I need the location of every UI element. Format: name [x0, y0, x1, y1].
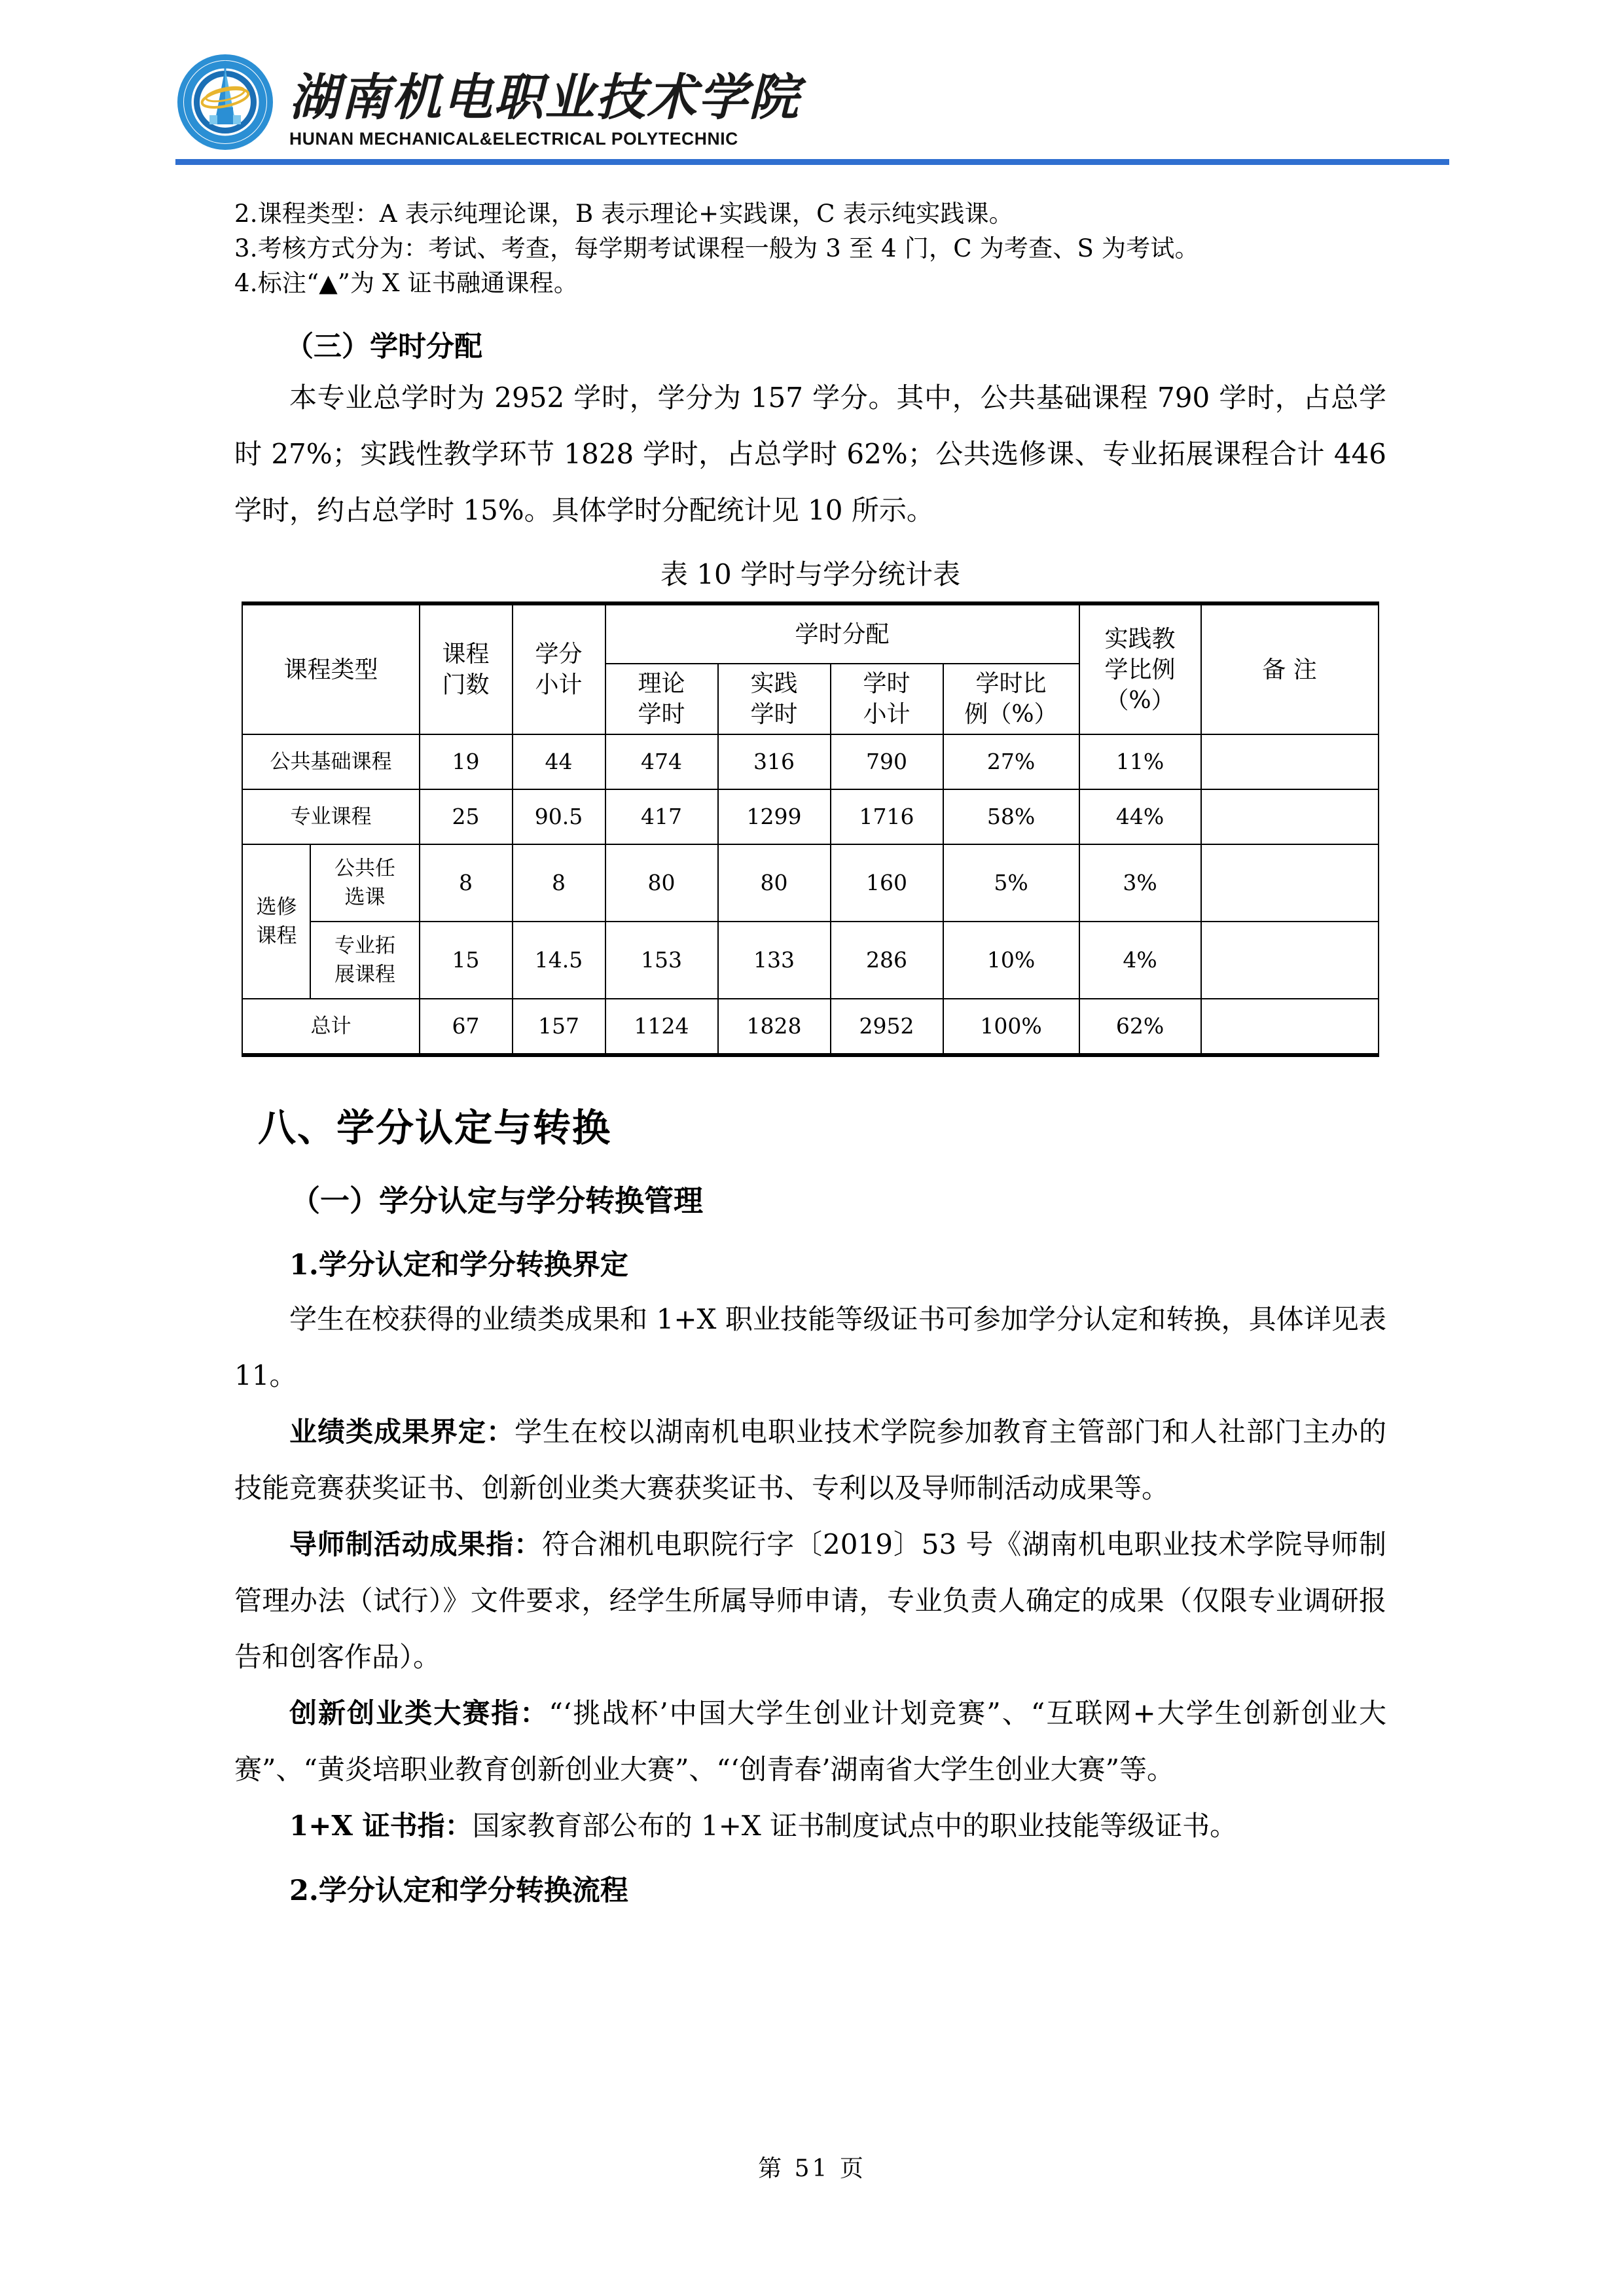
- group-label-line2: 课程: [256, 924, 297, 948]
- table-row: [242, 844, 1378, 922]
- heading-credit-management: （一）学分认定与学分转换管理: [291, 1183, 704, 1218]
- label-mentor-results: 导师制活动成果指：: [289, 1528, 543, 1560]
- heading-credit-process: 2.学分认定和学分转换流程: [289, 1874, 628, 1907]
- heading-credit-definition: 1.学分认定和学分转换界定: [289, 1249, 628, 1282]
- cell-count: 25: [420, 789, 513, 844]
- table-row: [242, 734, 1378, 789]
- paragraph-mentor-results: [234, 1516, 1386, 1685]
- th-hours-ratio: [943, 664, 1079, 734]
- table-row-total: [242, 999, 1378, 1055]
- cell-remark: [1201, 844, 1379, 922]
- cell-credits: 157: [513, 999, 605, 1055]
- th-practice-teaching-ratio: [1079, 603, 1201, 734]
- cell-theory: 80: [605, 844, 718, 922]
- th-hours-subtotal: [831, 664, 943, 734]
- cell-ratio: 27%: [943, 734, 1079, 789]
- note-item-2: 2.课程类型：A 表示纯理论课，B 表示理论+实践课，C 表示纯实践课。: [234, 200, 1014, 228]
- logo-text-block: [289, 68, 800, 152]
- cell-ratio: 10%: [943, 922, 1079, 999]
- row-group-label-elective: [242, 844, 310, 999]
- table-row: [242, 789, 1378, 844]
- th-credit-subtotal: [513, 603, 605, 734]
- cell-practice-ratio: 3%: [1079, 844, 1201, 922]
- note-item-4: 4.标注“▲”为 X 证书融通课程。: [234, 269, 579, 297]
- row-label-public-basic: 公共基础课程: [242, 734, 419, 789]
- cell-count: 8: [420, 844, 513, 922]
- th-course-count: [420, 603, 513, 734]
- th-practice-hours: [718, 664, 831, 734]
- page-footer: [0, 2150, 1624, 2183]
- cell-practice: 316: [718, 734, 831, 789]
- paragraph-credit-intro: 学生在校获得的业绩类成果和 1+X 职业技能等级证书可参加学分认定和转换，具体详见表 11。: [234, 1303, 1386, 1391]
- logo-chinese-name: 湖南机电职业技术学院: [289, 68, 800, 126]
- cell-subtotal: 2952: [831, 999, 943, 1055]
- page-content: [234, 196, 1386, 1917]
- gear-tower-emblem-icon: [175, 52, 275, 152]
- row-label-line1: 专业拓: [334, 934, 395, 958]
- cell-theory: 417: [605, 789, 718, 844]
- th-ratio-line1: 学时比: [975, 670, 1047, 697]
- cell-credits: 8: [513, 844, 605, 922]
- cell-credits: 90.5: [513, 789, 605, 844]
- th-course-count-line1: 课程: [442, 641, 490, 668]
- th-pratio-line3: （%）: [1105, 687, 1175, 714]
- th-credit-line1: 学分: [535, 641, 583, 668]
- row-label-line2: 展课程: [334, 963, 395, 986]
- page-number: 第 51 页: [758, 2155, 866, 2182]
- th-practice-line1: 实践: [750, 670, 798, 697]
- logo-english-name: HUNAN MECHANICAL&ELECTRICAL POLYTECHNIC: [289, 129, 738, 149]
- th-theory-line1: 理论: [638, 670, 685, 697]
- cell-ratio: 58%: [943, 789, 1079, 844]
- cell-credits: 14.5: [513, 922, 605, 999]
- th-pratio-line2: 学比例: [1104, 656, 1176, 683]
- label-achievement-definition: 业绩类成果界定：: [289, 1416, 514, 1448]
- table-caption: 表 10 学时与学分统计表: [660, 558, 961, 590]
- th-theory-line2: 学时: [638, 701, 685, 728]
- cell-practice-ratio: 62%: [1079, 999, 1201, 1055]
- cell-count: 15: [420, 922, 513, 999]
- institution-logo: [175, 52, 1452, 152]
- cell-remark: [1201, 999, 1379, 1055]
- cell-subtotal: 1716: [831, 789, 943, 844]
- label-1x-certificate: 1+X 证书指：: [289, 1810, 473, 1842]
- th-theory-hours: [605, 664, 718, 734]
- row-label-total: 总计: [242, 999, 419, 1055]
- group-label-line1: 选修: [256, 895, 297, 919]
- cell-subtotal: 160: [831, 844, 943, 922]
- cell-practice-ratio: 4%: [1079, 922, 1201, 999]
- th-practice-line2: 学时: [750, 701, 798, 728]
- th-credit-line2: 小计: [535, 672, 583, 698]
- cell-subtotal: 286: [831, 922, 943, 999]
- th-subtotal-line1: 学时: [863, 670, 911, 697]
- body-1x-certificate: 国家教育部公布的 1+X 证书制度试点中的职业技能等级证书。: [472, 1810, 1238, 1842]
- label-innovation-contests: 创新创业类大赛指：: [289, 1697, 549, 1729]
- body-achievement-definition: 学生在校以湖南机电职业技术学院参加教育主管部门和人社部门主办的技能竞赛获奖证书、创新创业类大赛获奖证书、专利以及导师制活动成果等。: [234, 1416, 1386, 1504]
- paragraph-innovation-contests: [234, 1685, 1386, 1798]
- cell-count: 67: [420, 999, 513, 1055]
- th-subtotal-line2: 小计: [863, 701, 911, 728]
- body-mentor-results: 符合湘机电职院行字〔2019〕53 号《湖南机电职业技术学院导师制管理办法（试行）》文件要求，经学生所属导师申请，专业负责人确定的成果（仅限专业调研报告和创客作品）。: [234, 1528, 1386, 1673]
- cell-ratio: 100%: [943, 999, 1079, 1055]
- cell-remark: [1201, 922, 1379, 999]
- row-label-public-elective: [310, 844, 419, 922]
- cell-practice-ratio: 11%: [1079, 734, 1201, 789]
- note-item-3: 3.考核方式分为：考试、考查，每学期考试课程一般为 3 至 4 门，C 为考查、S 为考试。: [234, 234, 1199, 262]
- cell-theory: 474: [605, 734, 718, 789]
- th-course-type: 课程类型: [242, 603, 419, 734]
- cell-count: 19: [420, 734, 513, 789]
- header-rule-divider: [175, 159, 1449, 165]
- th-ratio-line2: 例（%）: [964, 701, 1058, 728]
- page-header: [175, 52, 1452, 170]
- cell-theory: 153: [605, 922, 718, 999]
- cell-remark: [1201, 789, 1379, 844]
- paragraph-1x-certificate: [234, 1798, 1386, 1854]
- heading-hours-allocation: （三）学时分配: [285, 331, 482, 363]
- cell-ratio: 5%: [943, 844, 1079, 922]
- cell-credits: 44: [513, 734, 605, 789]
- heading-section-eight: 八、学分认定与转换: [258, 1105, 612, 1150]
- th-course-count-line2: 门数: [442, 672, 490, 698]
- cell-practice-ratio: 44%: [1079, 789, 1201, 844]
- cell-practice: 80: [718, 844, 831, 922]
- body-innovation-contests: “‘挑战杯’中国大学生创业计划竞赛”、“互联网+大学生创新创业大赛”、“黄炎培职业教育创新创业大赛”、“‘创青春’湖南省大学生创业大赛”等。: [234, 1697, 1386, 1785]
- cell-practice: 1299: [718, 789, 831, 844]
- row-label-major: 专业课程: [242, 789, 419, 844]
- th-pratio-line1: 实践教: [1104, 625, 1176, 653]
- cell-theory: 1124: [605, 999, 718, 1055]
- row-label-line1: 公共任: [334, 857, 395, 880]
- row-label-line2: 选课: [344, 886, 386, 909]
- th-hours-allocation: 学时分配: [605, 603, 1079, 664]
- paragraph-achievement-definition: [234, 1404, 1386, 1516]
- cell-practice: 133: [718, 922, 831, 999]
- table-row: [242, 922, 1378, 999]
- th-remark: 备 注: [1201, 603, 1379, 734]
- cell-remark: [1201, 734, 1379, 789]
- row-label-major-extension: [310, 922, 419, 999]
- cell-subtotal: 790: [831, 734, 943, 789]
- hours-credits-statistics-table: [242, 601, 1379, 1057]
- paragraph-hours-summary: 本专业总学时为 2952 学时，学分为 157 学分。其中，公共基础课程 790 学时，占总学时 27%；实践性教学环节 1828 学时，占总学时 62%；公共选修课、专业拓展课程合计 446 学时，约占总学时 15%。具体学时分配统计见 10 所示。: [234, 382, 1386, 526]
- cell-practice: 1828: [718, 999, 831, 1055]
